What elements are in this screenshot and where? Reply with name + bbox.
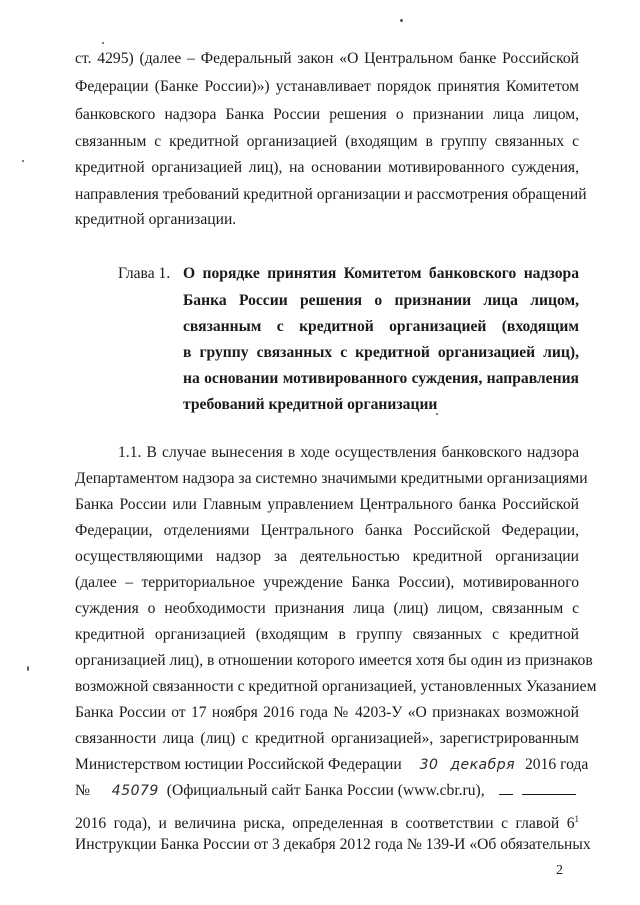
text-fragment: №: [75, 782, 90, 799]
text-line: направления требований кредитной организации и рассмотрения обращений: [75, 186, 587, 203]
text-line: кредитной организацией (входящим в группу связанных с кредитной: [75, 626, 579, 643]
text-line: банковского надзора Банка России решения о признании лица лицом,: [75, 106, 579, 123]
text-line: осуществляющими надзор за деятельностью кредитной организации: [75, 548, 579, 565]
text-line: 1.1. В случае вынесения в ходе осуществления банковского надзора: [118, 444, 579, 461]
text-line: (далее – территориальное учреждение Банка России), мотивированного: [75, 574, 579, 591]
text-line: связанности лица (лиц) с кредитной организацией», зарегистрированным: [75, 730, 579, 747]
text-line: связанным с кредитной организацией (входящим в группу связанных с: [75, 133, 579, 150]
chapter-title-line: О порядке принятия Комитетом банковского надзора: [183, 265, 579, 282]
text-line: кредитной организацией лиц), на основании мотивированного суждения,: [75, 159, 579, 176]
scan-speck: [22, 160, 24, 162]
text-fragment: Министерством юстиции Российской Федерации: [75, 756, 402, 773]
registration-number-line: [75, 781, 579, 801]
text-fragment: 2016 года: [525, 756, 589, 773]
chapter-title-line: Банка России решения о признании лица лицом,: [183, 292, 579, 309]
text-line: [75, 809, 579, 834]
scan-speck: [436, 413, 438, 415]
chapter-title-line: связанным с кредитной организацией (входящим: [183, 318, 579, 335]
text-line: Банка России или Главным управлением Центрального банка Российской: [75, 496, 579, 513]
chapter-title-line: на основании мотивированного суждения, направления: [183, 370, 579, 387]
text-line: возможной связанности с кредитной организацией, установленных Указанием: [75, 678, 597, 695]
text-fragment: 2016 года), и величина риска, определенная в соответствии с главой 6: [75, 815, 575, 833]
blank-field: [499, 782, 513, 795]
superscript: 1: [574, 814, 579, 824]
text-line: суждения о необходимости признания лица (лиц) лицом, связанным с: [75, 600, 579, 617]
text-line: Федерации (Банке России)») устанавливает порядок принятия Комитетом: [75, 78, 579, 95]
handwritten-month: декабря: [450, 757, 516, 773]
text-line: Федерации, отделениями Центрального банка Российской Федерации,: [75, 522, 579, 539]
text-fragment: (Официальный сайт Банка России (www.cbr.ru),: [166, 782, 485, 799]
scan-speck: [27, 666, 29, 671]
scan-speck: [102, 42, 104, 44]
blank-field: [522, 782, 576, 795]
chapter-label: Глава 1.: [118, 265, 171, 282]
text-line: Департаментом надзора за системно значимыми кредитными организациями: [75, 470, 588, 487]
text-line: Банка России от 17 ноября 2016 года № 4203-У «О признаках возможной: [75, 704, 579, 721]
chapter-title-line: в группу связанных с кредитной организацией лиц),: [183, 344, 579, 361]
scan-speck: [400, 19, 403, 22]
chapter-title-line: требований кредитной организации: [183, 396, 438, 413]
registration-line: [75, 755, 589, 775]
text-line: ст. 4295) (далее – Федеральный закон «О Центральном банке Российской: [75, 50, 579, 67]
handwritten-day: 30: [419, 757, 439, 773]
handwritten-number: 45079: [111, 783, 159, 799]
text-line: кредитной организации.: [75, 211, 237, 228]
text-line: организацией лиц), в отношении которого имеется хотя бы один из признаков: [75, 652, 593, 669]
text-line: Инструкции Банка России от 3 декабря 2012 года № 139-И «Об обязательных: [75, 836, 591, 853]
page-number: 2: [556, 863, 563, 878]
